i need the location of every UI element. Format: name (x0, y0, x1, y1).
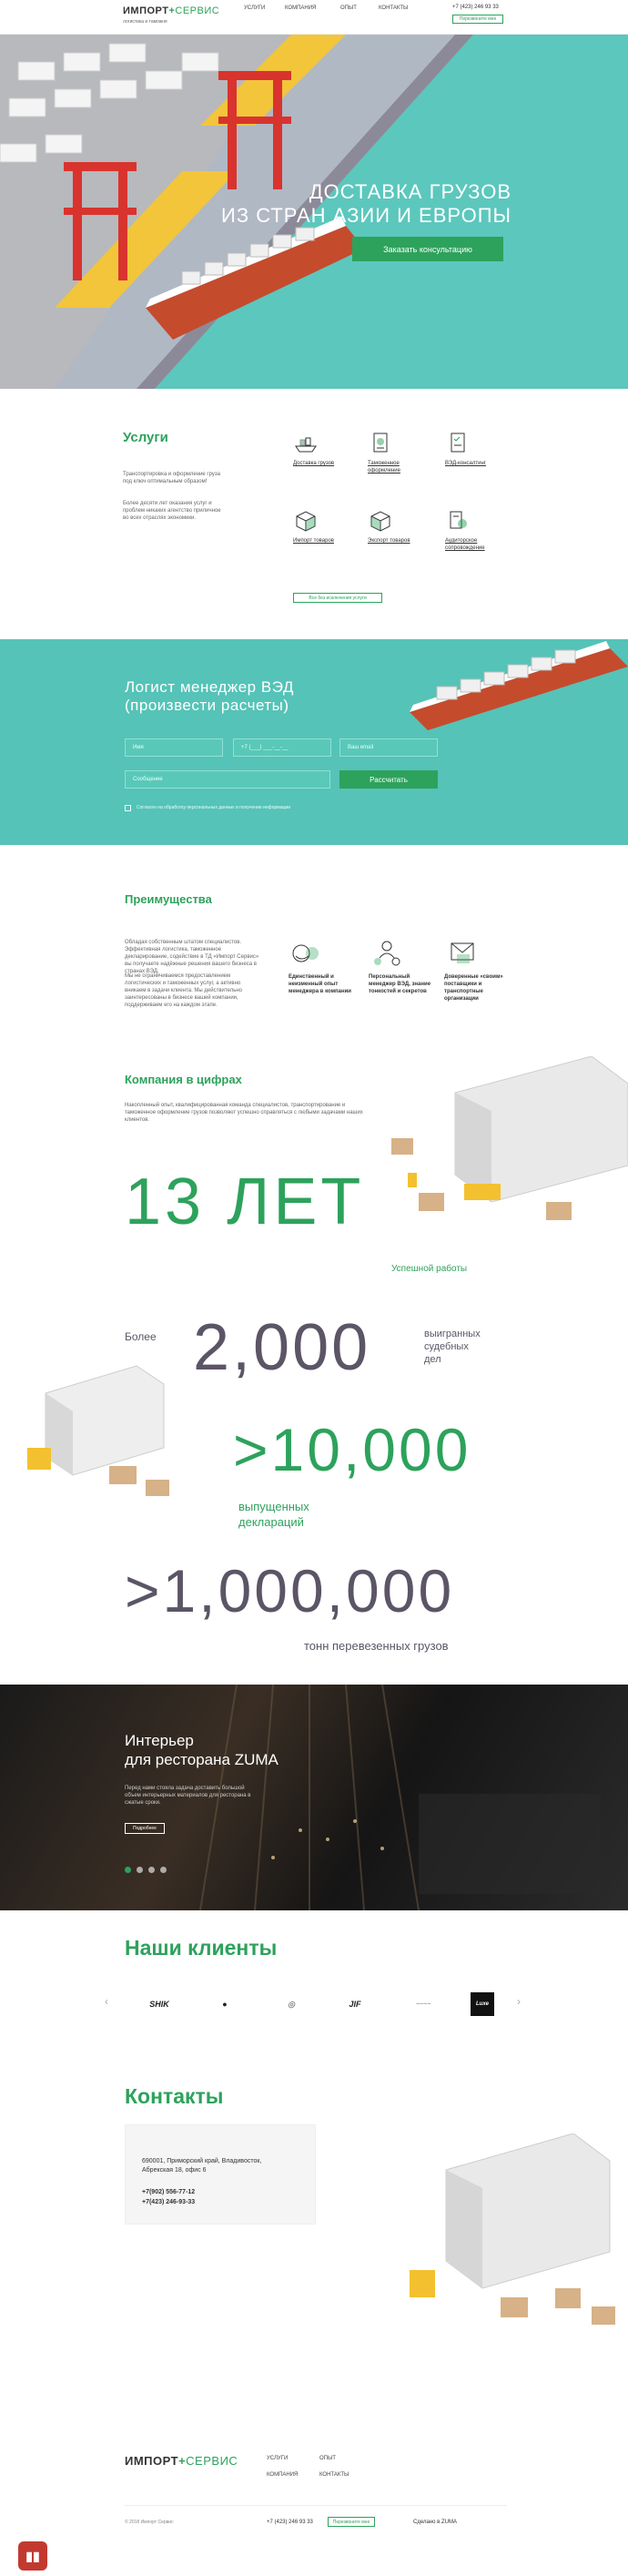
service-item-audit[interactable] (445, 507, 509, 552)
nav-item-company[interactable]: КОМПАНИЯ (285, 5, 317, 11)
made-by[interactable]: Сделано в ZUMA (413, 2520, 457, 2525)
agree-label: Согласен на обработку персональных данных и получение информации (137, 805, 290, 810)
comment-field[interactable]: Сообщение (125, 770, 330, 789)
agree-checkbox[interactable] (125, 805, 131, 811)
ship-icon (293, 430, 319, 455)
client-logo: SHIK (149, 2000, 169, 2009)
declarations-label-2: деклараций (238, 1515, 304, 1529)
all-services-link[interactable]: Все без исключения услуги (293, 593, 382, 603)
slider-dot[interactable] (148, 1867, 155, 1873)
case-title-line2: для ресторана ZUMA (125, 1751, 279, 1768)
copyright: © 2018 Импорт Сервис (125, 2520, 174, 2525)
handshake-icon (289, 938, 325, 969)
advantages-text-1: Обладая собственным штатом специалистов. Эффективная логистика, таможенное декларирование, содействие в ТД «Импорт Сервис» вы получаете надёжные решения вашего бизнеса в странах ВЭД. (125, 940, 259, 974)
footer-nav-company[interactable]: КОМПАНИЯ (267, 2472, 299, 2478)
email-field[interactable]: Ваш email (339, 738, 438, 757)
cases-label-2: судебных (424, 1341, 469, 1352)
advantage-item-suppliers (444, 938, 508, 1003)
client-logo: ● (222, 2000, 228, 2009)
client-logo: Luxe (471, 1992, 494, 2016)
advantages-title: Преимущества (125, 892, 212, 906)
address-line-1: 690001, Приморский край, Владивосток, (142, 2158, 262, 2164)
consultation-button[interactable]: Заказать консультацию (352, 237, 503, 261)
footer-divider (125, 2505, 507, 2506)
clients-title: Наши клиенты (125, 1936, 278, 1960)
clients-next-arrow[interactable]: › (517, 1995, 521, 2008)
service-label: Доставка грузов (293, 461, 335, 466)
numbers-section (0, 1056, 628, 1685)
logo[interactable]: ИМПОРТ+СЕРВИС (123, 5, 220, 16)
service-label: Импорт товаров (293, 538, 334, 544)
service-item-delivery[interactable] (293, 430, 357, 467)
clients-prev-arrow[interactable]: ‹ (105, 1995, 108, 2008)
numbers-title: Компания в цифрах (125, 1073, 242, 1086)
restaurant-photo (0, 1685, 628, 1910)
services-title: Услуги (123, 430, 168, 445)
cases-label-1: выигранных (424, 1329, 481, 1339)
clients-section (0, 1910, 628, 2061)
cases-value: 2,000 (193, 1311, 371, 1384)
service-label: Таможенное оформление (368, 461, 400, 473)
client-logo: ◎ (288, 1999, 295, 2009)
checklist-icon (445, 430, 471, 455)
service-item-consulting[interactable] (445, 430, 509, 467)
logo-tagline: логистика и таможня (123, 19, 167, 25)
advantage-item-experience (289, 938, 352, 995)
service-label: ВЭД-консалтинг (445, 461, 486, 466)
years-value: 13 ЛЕТ (125, 1166, 365, 1238)
header-phone[interactable]: +7 (423) 246 93 33 (452, 5, 499, 10)
services-desc-1: Транспортировка и оформление груза под ключ оптимальным образом! (123, 472, 220, 484)
footer-nav-experience[interactable]: ОПЫТ (319, 2456, 336, 2461)
slider-dot[interactable] (160, 1867, 167, 1873)
phone-field[interactable]: +7 (___) ___-__-__ (233, 738, 331, 757)
advantage-label: Доверенные «своим» поставщики и транспортные организации (444, 974, 503, 1002)
forklift-truck-illustration (27, 1357, 200, 1502)
client-logo: ~~~~ (415, 2001, 431, 2008)
advantage-item-manager (369, 938, 432, 995)
contact-phone-2[interactable]: +7(423) 246-93-33 (142, 2199, 196, 2205)
tons-label: тонн перевезенных грузов (304, 1639, 449, 1653)
years-label: Успешной работы (391, 1264, 468, 1274)
case-more-button[interactable]: Подробнее (125, 1823, 165, 1834)
footer-nav-services[interactable]: УСЛУГИ (267, 2456, 289, 2461)
callback-button[interactable]: Перезвоните мне (452, 15, 503, 24)
slider-dots (125, 1867, 167, 1873)
advantages-text-2: Мы не ограничиваемся предоставлением логистических и таможенных услуг, а активно вникаем в задачи клиента. Мы действительно заинтересованы в бизнесе вашей компании, поддерживаем его на каждом этапе. (125, 973, 242, 1008)
name-field[interactable]: Имя (125, 738, 223, 757)
footer-logo[interactable]: ИМПОРТ+СЕРВИС (125, 2454, 238, 2468)
calc-title-line2: (произвести расчеты) (125, 697, 289, 714)
hero-title-line1: ДОСТАВКА ГРУЗОВ (309, 180, 512, 203)
service-label: Аудиторское сопровождение (445, 538, 485, 551)
declarations-label-1: выпущенных (238, 1500, 309, 1513)
calc-section (0, 639, 628, 845)
warehouse-truck-illustration (382, 1056, 628, 1238)
client-logo: JIF (349, 2000, 361, 2009)
header (0, 0, 628, 35)
box-export-icon (368, 507, 393, 533)
nav-item-experience[interactable]: ОПЫТ (340, 5, 357, 11)
footer-nav-contacts[interactable]: КОНТАКТЫ (319, 2472, 349, 2478)
case-text: Перед нами стояла задача доставить большой объем интерьерных материалов для ресторана в сжатые сроки. (125, 1786, 251, 1806)
corner-logo (18, 2541, 47, 2571)
footer-phone[interactable]: +7 (423) 246 93 33 (267, 2520, 313, 2525)
numbers-desc: Накопленный опыт, квалифицированная команда специалистов, транспортирование и таможенное оформление грузов позволяют успешно справляться с любыми задачами наших клиентов. (125, 1103, 363, 1123)
service-item-export[interactable] (368, 507, 431, 545)
document-icon (368, 430, 393, 455)
manager-icon (369, 938, 405, 969)
advantage-label: Единственный и неизменный опыт менеджера в компании (289, 974, 351, 994)
advantages-section (0, 845, 628, 1056)
service-label: Экспорт товаров (368, 538, 410, 544)
contacts-section (0, 2061, 628, 2334)
address-line-2: Абрекская 18, офис 6 (142, 2167, 207, 2174)
advantage-label: Персональный менеджер ВЭД, знание тонкостей и секретов (369, 974, 431, 994)
cases-prefix: Более (125, 1330, 157, 1343)
footer (0, 2334, 628, 2576)
service-item-import[interactable] (293, 507, 357, 545)
hero-title-line2: ИЗ СТРАН АЗИИ И ЕВРОПЫ (221, 204, 512, 227)
contact-phone-1[interactable]: +7(902) 556-77-12 (142, 2189, 196, 2195)
calculate-button[interactable]: Рассчитать (339, 770, 438, 789)
services-desc-2: Более десяти лет оказания услуг и проблем никаких агентство приличное во всех отраслях экономики. (123, 501, 221, 521)
corner-logo-icon: ▮▮ (25, 2548, 40, 2563)
slider-dot[interactable] (125, 1867, 131, 1873)
box-import-icon (293, 507, 319, 533)
declarations-value: >10,000 (233, 1416, 471, 1483)
mail-icon (444, 938, 481, 969)
contact-card (125, 2124, 316, 2225)
services-section (0, 389, 628, 639)
case-title-line1: Интерьер (125, 1732, 194, 1749)
calc-title-line1: Логист менеджер ВЭД (125, 678, 294, 696)
slider-dot[interactable] (137, 1867, 143, 1873)
case-slider (0, 1685, 628, 1910)
cases-label-3: дел (424, 1354, 441, 1365)
tons-value: >1,000,000 (125, 1557, 455, 1624)
audit-icon (445, 507, 471, 533)
hero-section (0, 35, 628, 389)
nav-item-services[interactable]: УСЛУГИ (244, 5, 266, 11)
ship-illustration (400, 639, 628, 739)
nav-item-contacts[interactable]: КОНТАКТЫ (379, 5, 409, 11)
warehouse-forklift-illustration (410, 2133, 628, 2334)
footer-callback-button[interactable]: Перезвоните мне (328, 2517, 375, 2527)
contacts-title: Контакты (125, 2084, 224, 2108)
service-item-customs[interactable] (368, 430, 431, 474)
